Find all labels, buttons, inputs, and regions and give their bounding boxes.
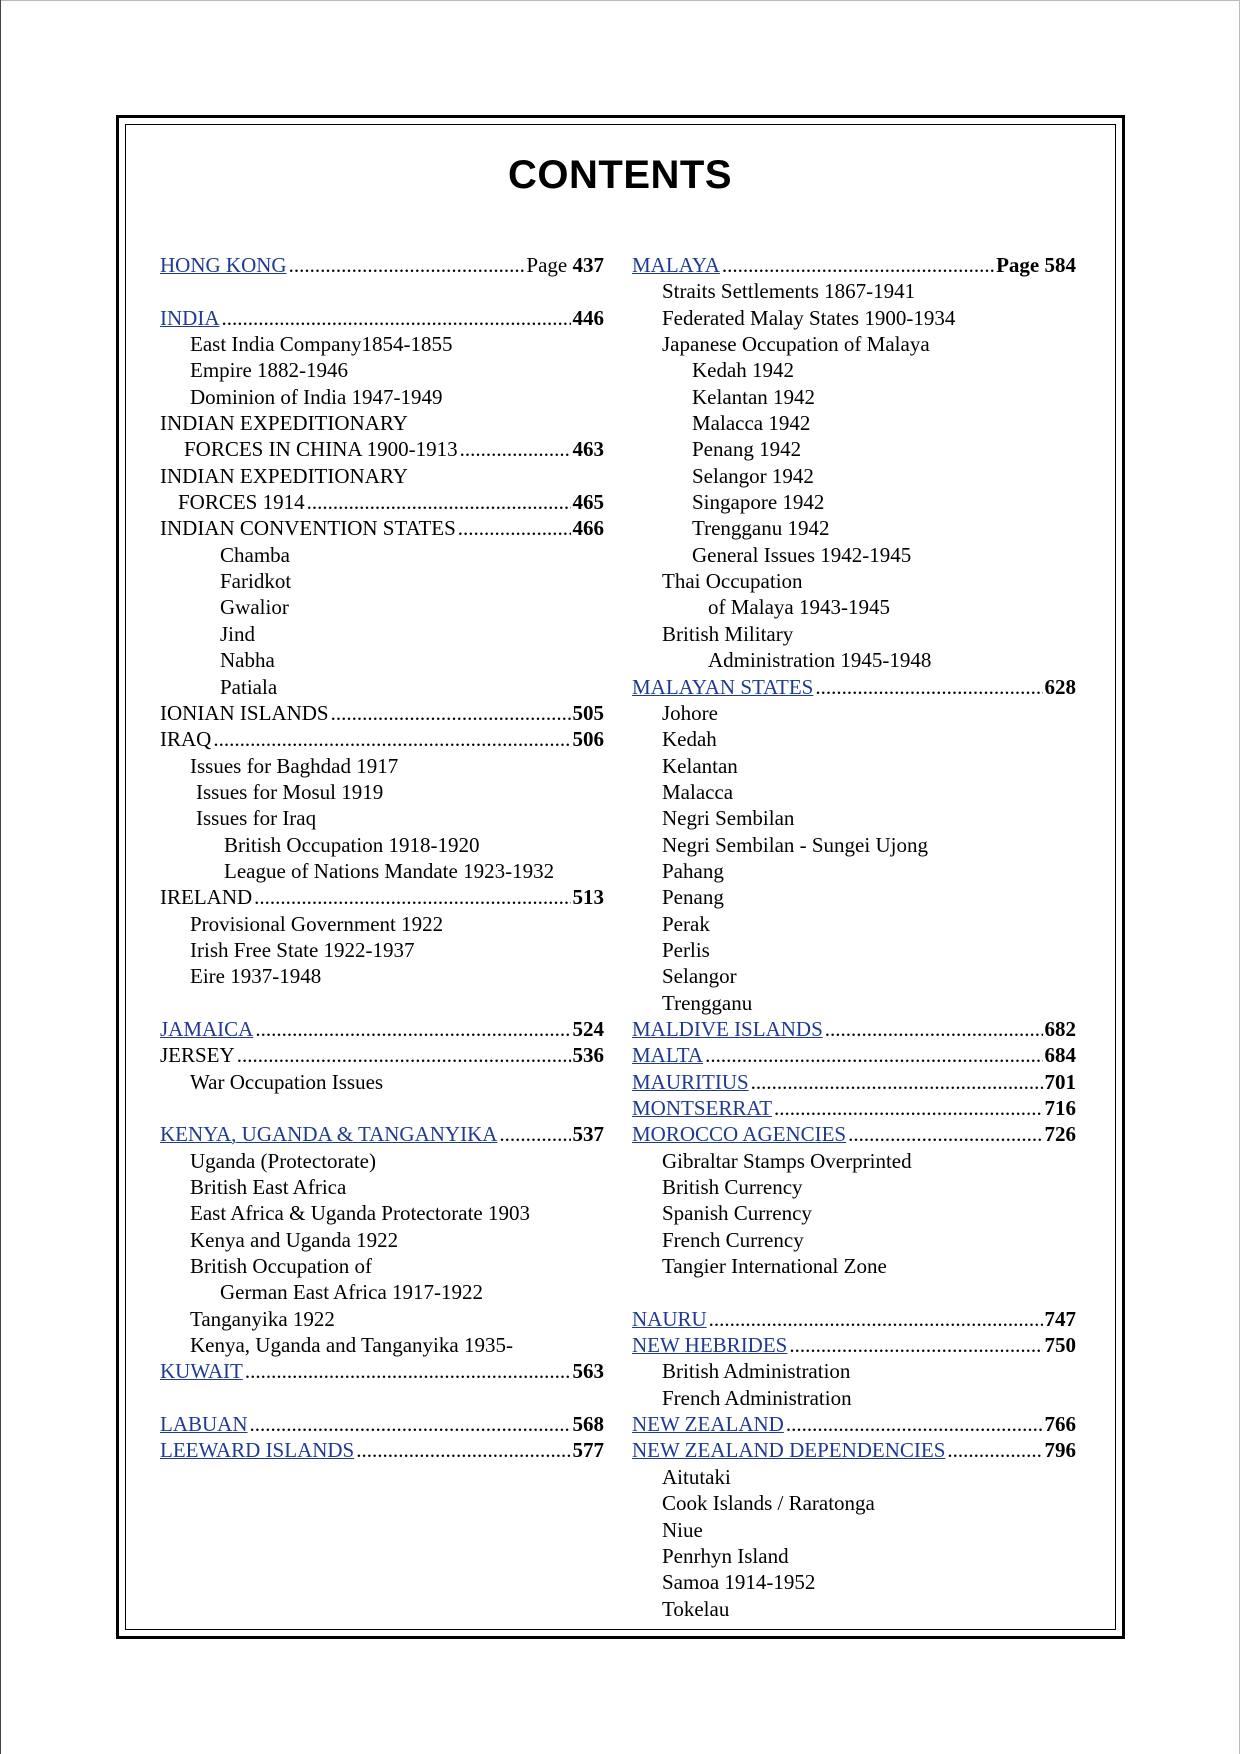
toc-label: JERSEY bbox=[160, 1043, 235, 1068]
toc-link-montserrat[interactable]: MONTSERRAT bbox=[632, 1096, 773, 1120]
toc-sub-entry: French Currency bbox=[662, 1227, 804, 1252]
toc-entry-heading: INDIAN EXPEDITIONARY bbox=[160, 463, 408, 488]
toc-sub-entry: Negri Sembilan - Sungei Ujong bbox=[662, 832, 928, 857]
dot-leader bbox=[307, 489, 571, 515]
dot-leader bbox=[237, 1042, 571, 1068]
dot-leader bbox=[254, 884, 570, 910]
page-number: 466 bbox=[572, 516, 604, 541]
spacer bbox=[160, 1385, 604, 1411]
toc-entry-ie-1914 bbox=[160, 489, 604, 515]
toc-link-leeward-islands[interactable]: LEEWARD ISLANDS bbox=[160, 1438, 355, 1463]
dot-leader bbox=[221, 305, 570, 331]
toc-entry-jamaica bbox=[160, 1016, 604, 1042]
toc-sub-entry: Samoa 1914-1952 bbox=[662, 1570, 816, 1595]
dot-leader bbox=[774, 1095, 1042, 1121]
page-number: 463 bbox=[572, 437, 604, 462]
page-edge-left bbox=[0, 0, 1, 1754]
toc-entry-convention-states bbox=[160, 515, 604, 541]
toc-entry-malayan-states bbox=[632, 674, 1076, 700]
page-number: 701 bbox=[1044, 1069, 1076, 1094]
page-number: 766 bbox=[1044, 1412, 1076, 1437]
toc-entry-nauru bbox=[632, 1306, 1076, 1332]
page-number: 505 bbox=[572, 700, 604, 725]
toc-entry-mauritius bbox=[632, 1069, 1076, 1095]
toc-sub-sub-entry: Selangor 1942 bbox=[692, 463, 814, 488]
toc-entry-jersey bbox=[160, 1042, 604, 1068]
toc-sub-entry: Kedah bbox=[662, 727, 717, 752]
toc-sub-entry: Trengganu bbox=[662, 990, 753, 1015]
toc-link-new-hebrides[interactable]: NEW HEBRIDES bbox=[632, 1333, 788, 1358]
dot-leader bbox=[705, 1042, 1042, 1068]
toc-sub-entry: Perlis bbox=[662, 937, 710, 962]
toc-label: IONIAN ISLANDS bbox=[160, 700, 329, 725]
toc-sub-sub-entry: Malacca 1942 bbox=[692, 411, 811, 436]
dot-leader bbox=[789, 1332, 1042, 1358]
toc-sub-entry: Issues for Iraq bbox=[196, 806, 317, 831]
toc-sub-sub-entry: Administration 1945-1948 bbox=[708, 648, 932, 673]
toc-sub-sub-entry: Trengganu 1942 bbox=[692, 516, 830, 541]
toc-entry-montserrat bbox=[632, 1095, 1076, 1121]
toc-sub-entry: Penang bbox=[662, 885, 724, 910]
toc-sub-entry: Japanese Occupation of Malaya bbox=[662, 332, 930, 357]
toc-sub-entry: Patiala bbox=[220, 674, 278, 699]
dot-leader bbox=[499, 1121, 570, 1147]
toc-sub-entry: British Administration bbox=[662, 1359, 851, 1384]
toc-entry-ireland bbox=[160, 884, 604, 910]
toc-sub-entry: Spanish Currency bbox=[662, 1201, 812, 1226]
toc-sub-entry: Empire 1882-1946 bbox=[190, 358, 349, 383]
dot-leader bbox=[255, 1016, 570, 1042]
toc-sub-entry: Tokelau bbox=[662, 1596, 730, 1621]
dot-leader bbox=[786, 1411, 1043, 1437]
page-number: 726 bbox=[1044, 1122, 1076, 1147]
spacer bbox=[160, 990, 604, 1016]
dot-leader bbox=[815, 674, 1042, 700]
page-number: 513 bbox=[572, 885, 604, 910]
toc-label: FORCES IN CHINA 1900-1913 bbox=[184, 437, 458, 462]
toc-entry-india bbox=[160, 305, 604, 331]
toc-label: FORCES 1914 bbox=[178, 490, 305, 515]
toc-sub-sub-entry: Singapore 1942 bbox=[692, 490, 825, 515]
toc-entry-labuan bbox=[160, 1411, 604, 1437]
dot-leader bbox=[458, 515, 571, 541]
toc-sub-sub-entry: Kelantan 1942 bbox=[692, 384, 816, 409]
toc-sub-entry: Dominion of India 1947-1949 bbox=[190, 384, 443, 409]
toc-entry-heading: INDIAN EXPEDITIONARY bbox=[160, 411, 408, 436]
contents-left-column bbox=[160, 252, 604, 1464]
toc-sub-entry: Negri Sembilan bbox=[662, 806, 795, 831]
toc-sub-entry: Issues for Mosul 1919 bbox=[196, 779, 384, 804]
toc-entry-nz-dependencies bbox=[632, 1437, 1076, 1463]
toc-entry-new-zealand bbox=[632, 1411, 1076, 1437]
toc-sub-entry: Issues for Baghdad 1917 bbox=[190, 753, 399, 778]
toc-sub-entry: Uganda (Protectorate) bbox=[190, 1148, 376, 1173]
toc-link-jamaica[interactable]: JAMAICA bbox=[160, 1016, 254, 1041]
spacer bbox=[160, 1095, 604, 1121]
toc-entry-morocco-agencies bbox=[632, 1121, 1076, 1147]
dot-leader bbox=[213, 726, 570, 752]
toc-entry-ie-china bbox=[160, 436, 604, 462]
toc-sub-entry: Federated Malay States 1900-1934 bbox=[662, 305, 956, 330]
toc-sub-entry: British Occupation of bbox=[190, 1254, 372, 1279]
toc-sub-entry: British East Africa bbox=[190, 1175, 347, 1200]
toc-sub-entry: Tanganyika 1922 bbox=[190, 1306, 335, 1331]
toc-sub-entry: Eire 1937-1948 bbox=[190, 964, 322, 989]
toc-sub-entry: Jind bbox=[220, 621, 256, 646]
toc-sub-entry: Provisional Government 1922 bbox=[190, 911, 444, 936]
toc-sub-entry: Pahang bbox=[662, 858, 724, 883]
page-number: 750 bbox=[1044, 1333, 1076, 1358]
dot-leader bbox=[460, 436, 571, 462]
toc-sub-entry: Aitutaki bbox=[662, 1464, 731, 1489]
toc-entry-hong-kong bbox=[160, 252, 604, 278]
dot-leader bbox=[331, 700, 571, 726]
toc-entry-ionian-islands bbox=[160, 700, 604, 726]
dot-leader bbox=[825, 1016, 1043, 1042]
toc-sub-entry: Faridkot bbox=[220, 569, 292, 594]
toc-sub-entry: Kenya and Uganda 1922 bbox=[190, 1227, 399, 1252]
toc-link-morocco-agencies[interactable]: MOROCCO AGENCIES bbox=[632, 1122, 847, 1147]
toc-link-new-zealand[interactable]: NEW ZEALAND bbox=[632, 1412, 784, 1437]
page-title: CONTENTS bbox=[508, 153, 732, 197]
page-edge-top bbox=[0, 0, 1240, 1]
page-number: 628 bbox=[1044, 674, 1076, 699]
toc-sub-entry: Straits Settlements 1867-1941 bbox=[662, 279, 916, 304]
toc-sub-entry: French Administration bbox=[662, 1385, 852, 1410]
toc-entry-malta bbox=[632, 1042, 1076, 1068]
page-number: 716 bbox=[1044, 1096, 1076, 1120]
toc-label: IRAQ bbox=[160, 727, 212, 752]
page-number: Page 584 bbox=[996, 253, 1076, 277]
toc-sub-entry: Selangor bbox=[662, 964, 737, 989]
toc-sub-sub-entry: of Malaya 1943-1945 bbox=[708, 595, 890, 620]
spacer bbox=[632, 1279, 1076, 1305]
dot-leader bbox=[245, 1358, 571, 1384]
toc-sub-entry: Malacca bbox=[662, 779, 734, 804]
toc-sub-sub-entry: League of Nations Mandate 1923-1932 bbox=[224, 858, 555, 883]
toc-entry-malaya bbox=[632, 252, 1076, 278]
toc-sub-entry: Cook Islands / Raratonga bbox=[662, 1491, 875, 1516]
toc-sub-entry: Thai Occupation bbox=[662, 569, 803, 594]
dot-leader bbox=[848, 1121, 1042, 1147]
toc-link-india[interactable]: INDIA bbox=[160, 305, 220, 330]
page-number: 465 bbox=[572, 490, 604, 515]
page-number: 568 bbox=[572, 1412, 604, 1437]
dot-leader bbox=[709, 1306, 1043, 1332]
toc-label: INDIAN CONVENTION STATES bbox=[160, 516, 456, 541]
dot-leader bbox=[722, 252, 994, 278]
toc-sub-entry: Johore bbox=[662, 700, 718, 725]
toc-link-labuan[interactable]: LABUAN bbox=[160, 1412, 248, 1437]
page-number: 796 bbox=[1044, 1438, 1076, 1463]
page-number: 506 bbox=[572, 727, 604, 752]
toc-link-nz-dependencies[interactable]: NEW ZEALAND DEPENDENCIES bbox=[632, 1438, 946, 1463]
toc-sub-entry: Irish Free State 1922-1937 bbox=[190, 937, 415, 962]
dot-leader bbox=[356, 1437, 570, 1463]
toc-sub-entry: Gibraltar Stamps Overprinted bbox=[662, 1148, 912, 1173]
dot-leader bbox=[250, 1411, 571, 1437]
toc-entry-kenya-uganda-tanganyika bbox=[160, 1121, 604, 1147]
toc-sub-entry: East India Company1854-1855 bbox=[190, 332, 453, 357]
toc-sub-sub-entry: German East Africa 1917-1922 bbox=[220, 1280, 484, 1305]
page-number: 446 bbox=[572, 305, 604, 330]
toc-entry-kuwait bbox=[160, 1358, 604, 1384]
toc-link-kenya-uganda-tanganyika[interactable]: KENYA, UGANDA & TANGANYIKA bbox=[160, 1122, 498, 1147]
page-number: 536 bbox=[572, 1043, 604, 1068]
toc-sub-entry: Penrhyn Island bbox=[662, 1543, 789, 1568]
toc-sub-entry: Kelantan bbox=[662, 753, 738, 778]
dot-leader bbox=[751, 1069, 1043, 1095]
toc-link-malaya[interactable]: MALAYA bbox=[632, 253, 720, 277]
toc-link-maldive-islands[interactable]: MALDIVE ISLANDS bbox=[632, 1016, 823, 1041]
toc-sub-entry: Gwalior bbox=[220, 595, 289, 620]
page-number: 682 bbox=[1044, 1016, 1076, 1041]
toc-entry-new-hebrides bbox=[632, 1332, 1076, 1358]
toc-sub-entry: East Africa & Uganda Protectorate 1903 bbox=[190, 1201, 530, 1226]
toc-link-malta[interactable]: MALTA bbox=[632, 1043, 704, 1068]
toc-sub-entry: British Military bbox=[662, 621, 794, 646]
toc-link-mauritius[interactable]: MAURITIUS bbox=[632, 1069, 749, 1094]
dot-leader bbox=[289, 252, 525, 278]
toc-sub-sub-entry: General Issues 1942-1945 bbox=[692, 542, 912, 567]
toc-link-malayan-states[interactable]: MALAYAN STATES bbox=[632, 674, 814, 699]
toc-sub-sub-entry: Kedah 1942 bbox=[692, 358, 795, 383]
contents-right-column bbox=[632, 252, 1076, 1622]
page-number: Page 437 bbox=[526, 253, 604, 277]
toc-entry-iraq bbox=[160, 726, 604, 752]
toc-sub-entry: British Currency bbox=[662, 1175, 803, 1200]
toc-sub-entry: Tangier International Zone bbox=[662, 1254, 887, 1279]
page-number: 684 bbox=[1044, 1043, 1076, 1068]
toc-sub-entry: Kenya, Uganda and Tanganyika 1935- bbox=[190, 1333, 513, 1358]
toc-sub-entry: Nabha bbox=[220, 648, 275, 673]
page-number: 524 bbox=[572, 1016, 604, 1041]
toc-link-kuwait[interactable]: KUWAIT bbox=[160, 1359, 243, 1384]
toc-sub-entry: Niue bbox=[662, 1517, 703, 1542]
toc-entry-maldive-islands bbox=[632, 1016, 1076, 1042]
page-number: 577 bbox=[572, 1438, 604, 1463]
toc-sub-entry: Chamba bbox=[220, 542, 290, 567]
toc-link-nauru[interactable]: NAURU bbox=[632, 1306, 707, 1331]
page-number: 537 bbox=[572, 1122, 604, 1147]
page-number: 747 bbox=[1044, 1306, 1076, 1331]
toc-sub-entry: Perak bbox=[662, 911, 710, 936]
toc-entry-leeward-islands bbox=[160, 1437, 604, 1463]
spacer bbox=[160, 278, 604, 304]
page-number: 563 bbox=[572, 1359, 604, 1384]
dot-leader bbox=[947, 1437, 1042, 1463]
toc-sub-sub-entry: Penang 1942 bbox=[692, 437, 802, 462]
toc-sub-entry: War Occupation Issues bbox=[190, 1069, 384, 1094]
toc-link-hong-kong[interactable]: HONG KONG bbox=[160, 253, 287, 277]
toc-label: IRELAND bbox=[160, 885, 253, 910]
toc-sub-sub-entry: British Occupation 1918-1920 bbox=[224, 832, 480, 857]
